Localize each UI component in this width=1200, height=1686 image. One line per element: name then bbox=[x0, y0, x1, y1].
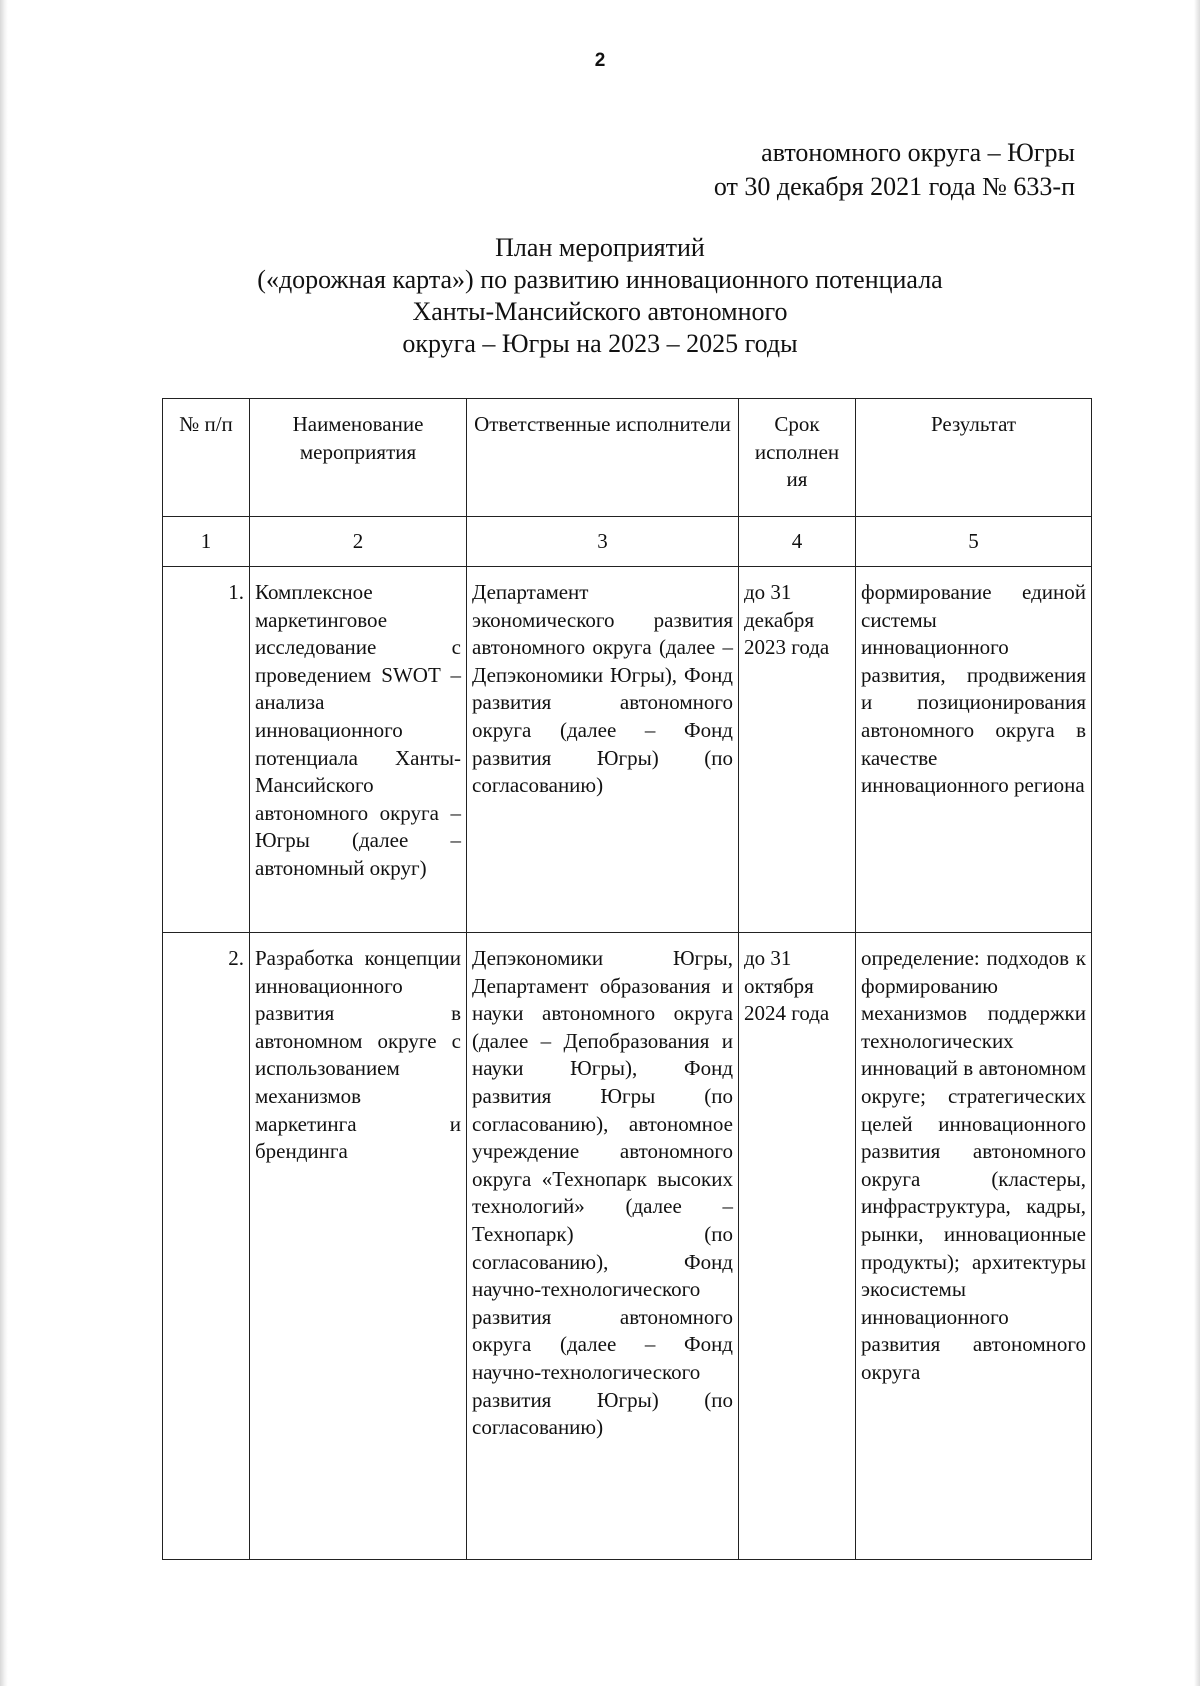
column-number: 4 bbox=[739, 517, 856, 567]
column-number: 1 bbox=[163, 517, 250, 567]
deadline: до 31 октября 2024 года bbox=[739, 933, 856, 1560]
roadmap-table bbox=[162, 398, 1092, 1560]
header-name: Наименование мероприятия bbox=[250, 399, 467, 517]
document-title bbox=[0, 232, 1200, 360]
column-number: 5 bbox=[856, 517, 1092, 567]
header-result: Результат bbox=[856, 399, 1092, 517]
title-line-4: округа – Югры на 2023 – 2025 годы bbox=[402, 329, 798, 358]
row-number: 1. bbox=[163, 567, 250, 933]
column-number: 2 bbox=[250, 517, 467, 567]
column-number-row bbox=[163, 517, 1092, 567]
table-header-row bbox=[163, 399, 1092, 517]
header-deadline: Срок исполнен ия bbox=[739, 399, 856, 517]
table-row bbox=[163, 933, 1092, 1560]
approval-line-1: автономного округа – Югры bbox=[761, 138, 1075, 167]
header-number: № п/п bbox=[163, 399, 250, 517]
row-number: 2. bbox=[163, 933, 250, 1560]
activity-name: Комплексное маркетинговое исследование с проведением SWOT – анализа инновационного потенциала Ханты-Мансийского автономного округа – Югры (далее – автономный округ) bbox=[250, 567, 467, 933]
responsible-executors: Департамент экономического развития автономного округа (далее – Депэкономики Югры), Фонд развития автономного округа (далее – Фонд развития Югры) (по согласованию) bbox=[467, 567, 739, 933]
approval-reference bbox=[714, 136, 1075, 204]
page-number: 2 bbox=[594, 50, 606, 71]
responsible-executors: Депэкономики Югры, Департамент образования и науки автономного округа (далее – Депобразования и науки Югры), Фонд развития Югры (по согласованию), автономное учреждение автономного округа «Технопарк высоких технологий» (далее – Технопарк) (по согласованию), Фонд научно-технологического развития автономного округа (далее – Фонд научно-технологического развития Югры) (по согласованию) bbox=[467, 933, 739, 1560]
result: определение: подходов к формированию механизмов поддержки технологических инноваций в автономном округе; стратегических целей инновационного развития автономного округа (кластеры, инфраструктура, кадры, рынки, инновационные продукты); архитектуры экосистемы инновационного развития автономного округа bbox=[856, 933, 1092, 1560]
approval-line-2: от 30 декабря 2021 года № 633-п bbox=[713, 172, 1075, 201]
column-number: 3 bbox=[467, 517, 739, 567]
deadline: до 31 декабря 2023 года bbox=[739, 567, 856, 933]
title-line-2: («дорожная карта») по развитию инновационного потенциала bbox=[257, 265, 943, 294]
table-row bbox=[163, 567, 1092, 933]
header-executors: Ответственные исполнители bbox=[467, 399, 739, 517]
result: формирование единой системы инновационного развития, продвижения и позиционирования автономного округа в качестве инновационного региона bbox=[856, 567, 1092, 933]
title-line-3: Ханты-Мансийского автономного bbox=[412, 297, 788, 326]
title-line-1: План мероприятий bbox=[495, 233, 705, 262]
activity-name: Разработка концепции инновационного развития в автономном округе с использованием механизмов маркетинга и брендинга bbox=[250, 933, 467, 1560]
